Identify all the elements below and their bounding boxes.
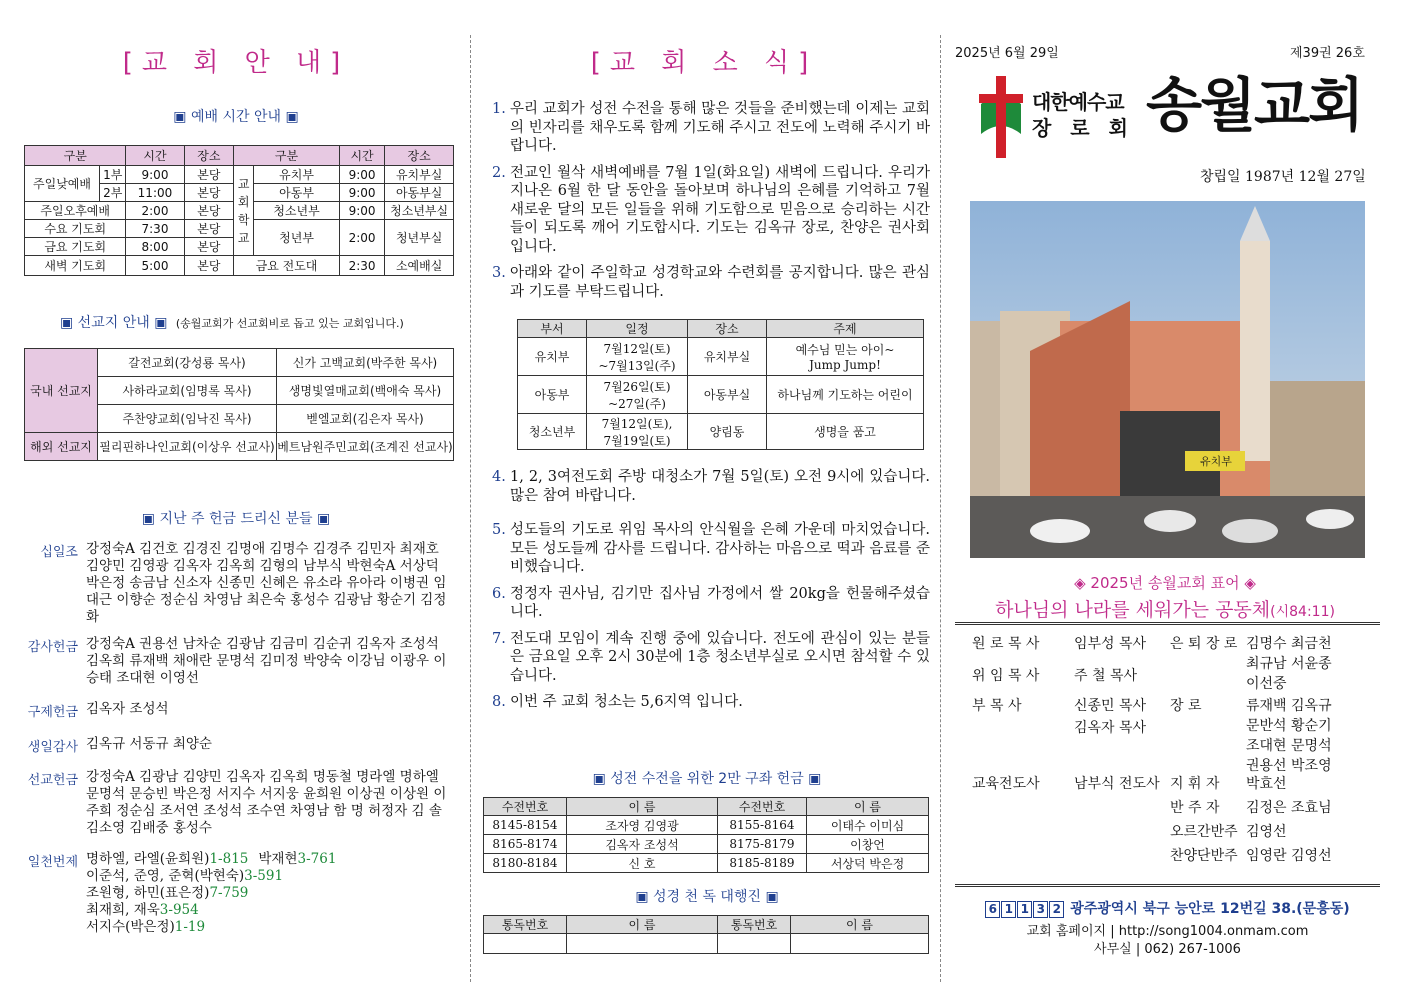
divider-line	[955, 884, 1380, 887]
office-phone: 사무실 | 062) 267-1006	[1094, 942, 1241, 957]
news-text: 1, 2, 3여전도회 주방 대청소가 7월 5일(토) 오전 9시에 있습니다. 많은 참여 바랍니다.	[510, 469, 930, 504]
staff-role2: 반 주 자	[1170, 800, 1220, 816]
th: 장소	[688, 320, 767, 338]
staff-role2: 장 로	[1170, 698, 1202, 714]
daily-item	[86, 851, 456, 868]
staff-name: 주 철 목사	[1074, 668, 1137, 684]
cell: 주찬양교회(임낙진 목사)	[98, 405, 277, 433]
cell: 11:00	[126, 184, 184, 202]
cell: 유치부	[518, 338, 587, 376]
cell: 이창언	[807, 835, 929, 854]
cell: 주일낮예배	[25, 166, 100, 202]
th: 이 름	[567, 798, 718, 816]
cell: 수요 기도회	[25, 220, 126, 238]
cell: 8:00	[126, 238, 184, 256]
fund-table	[483, 797, 929, 873]
zip-digit: 1	[1017, 901, 1032, 918]
bible-table	[483, 915, 929, 954]
address: 광주광역시 북구 능안로 12번길 38.(문흥동)	[1070, 901, 1350, 917]
offering-names: 강정숙A 김건호 김경진 김명애 김명수 김경주 김민자 최재호 김양민 김영광 김옥자 김옥희 김형의 남부식 박현숙A 서상덕 박은정 송금남 신소자 신종민 신혜은 유소라 유아라 이병권 임대근 이향순 정순심 차영남 최은숙 홍성수 김광남 황순기 김정화	[86, 541, 447, 625]
cross-logo-icon	[975, 74, 1027, 160]
daily-number: 3-954	[159, 902, 199, 918]
yuchibu-sign: 유치부	[1200, 455, 1232, 468]
staff-name2: 조대현 문명석	[1246, 738, 1332, 754]
cell: 8145-8154	[484, 816, 567, 835]
motto-ref: (시84:11)	[1270, 604, 1335, 620]
date-line: 7월12일(토)	[603, 341, 671, 356]
offering-row	[22, 769, 456, 837]
news-number: 2.	[492, 164, 506, 181]
staff-row	[972, 798, 1372, 822]
cell: 5:00	[126, 256, 184, 276]
news-item	[492, 585, 930, 622]
th: 부서	[518, 320, 587, 338]
cell: 본당	[184, 256, 234, 276]
th: 통독번호	[718, 916, 791, 934]
mission-table	[24, 348, 454, 461]
offering-row	[22, 636, 456, 687]
staff-name2: 이선중	[1246, 676, 1287, 692]
th: 구분	[234, 146, 340, 166]
cell: 소예배실	[385, 256, 454, 276]
staff-name2: 박효선	[1246, 776, 1287, 792]
cell	[718, 934, 791, 954]
offering-row	[22, 736, 456, 755]
staff-name: 신종민 목사	[1074, 698, 1147, 714]
news-number: 3.	[492, 265, 506, 281]
cell: 아동부	[518, 376, 587, 414]
cell: 이태수 이미심	[807, 816, 929, 835]
news-item	[492, 264, 930, 301]
cell: 8175-8179	[718, 835, 807, 854]
zip-digit: 6	[985, 901, 1000, 918]
denomination-1: 대한예수교	[1032, 90, 1124, 114]
daily-names: 명하엘, 라엘(윤희원)	[86, 851, 210, 867]
cell: 8180-8184	[484, 854, 567, 873]
founded-date: 창립일 1987년 12월 27일	[1200, 169, 1366, 185]
camp-table	[517, 319, 924, 450]
news-text: 이번 주 교회 청소는 5,6지역 입니다.	[510, 694, 743, 710]
daily-list	[86, 851, 456, 936]
offering-list	[22, 541, 456, 936]
cell: 8185-8189	[718, 854, 807, 873]
th: 이 름	[567, 916, 718, 934]
th: 시간	[339, 146, 384, 166]
motto-title: ◈ 2025년 송월교회 표어 ◈	[1074, 574, 1256, 592]
issue-number: 제39권 26호	[1290, 46, 1365, 61]
cell: 청소년부실	[385, 202, 454, 220]
cell: 본당	[184, 184, 234, 202]
cell	[767, 338, 924, 376]
cell: 7:30	[126, 220, 184, 238]
staff-name2: 최규남 서윤종	[1246, 656, 1332, 672]
news-list	[492, 100, 930, 305]
news-item	[492, 468, 930, 505]
cell	[567, 934, 718, 954]
offering-names: 강정숙A 권용선 남차순 김광남 김금미 김순귀 김옥자 조성석 김옥희 류재백 채애란 문명석 김미정 박양숙 이강님 이광우 이승태 조대현 이영선	[86, 636, 447, 686]
cell: 신 호	[567, 854, 718, 873]
date-line: ~7월13일(주)	[598, 358, 676, 373]
offering-names: 김옥규 서동규 최양순	[86, 736, 212, 752]
daily-number: 1-815	[209, 851, 249, 867]
cell: 갈전교회(강성룡 목사)	[98, 349, 277, 377]
cell: 새벽 기도회	[25, 256, 126, 276]
staff-role: 원 로 목 사	[972, 636, 1040, 652]
daily-number: 3-761	[297, 851, 337, 867]
cell: 금요 기도회	[25, 238, 126, 256]
issue-date: 2025년 6월 29일	[955, 46, 1059, 61]
column-divider	[470, 35, 471, 982]
offering-row	[22, 701, 456, 720]
cell	[484, 934, 567, 954]
daily-item	[86, 885, 456, 902]
staff-list	[972, 634, 1372, 870]
cell: 9:00	[339, 184, 384, 202]
offering-label: 구제헌금	[27, 705, 78, 720]
staff-name2: 류재백 김옥규	[1246, 698, 1332, 714]
staff-role2: 오르간반주	[1170, 824, 1238, 840]
mission-title: ▣ 선교지 안내 ▣	[60, 315, 168, 331]
cell: 9:00	[126, 166, 184, 184]
zip-digit: 1	[1001, 901, 1016, 918]
mission-note: (송월교회가 선교회비로 돕고 있는 교회입니다.)	[175, 317, 404, 330]
cell: 2:00	[339, 220, 384, 256]
offering-title: ▣ 지난 주 헌금 드리신 분들 ▣	[141, 511, 331, 527]
cell: 본당	[184, 166, 234, 184]
cell	[587, 338, 688, 376]
news-item	[492, 693, 930, 712]
staff-row	[972, 846, 1372, 870]
cell: 국내 선교지	[25, 349, 98, 433]
daily-names: 이준석, 준영, 준혁(박현숙)	[86, 868, 245, 884]
cell: 신가 고백교회(박주한 목사)	[277, 349, 454, 377]
th: 장소	[184, 146, 234, 166]
staff-name2: 김명수 최금천	[1246, 636, 1332, 652]
cell: 9:00	[339, 166, 384, 184]
th: 이 름	[791, 916, 929, 934]
cell: 청소년부	[254, 202, 340, 220]
cell: 사하라교회(임명록 목사)	[98, 377, 277, 405]
divider-line	[955, 622, 1380, 625]
staff-role2: 은 퇴 장 로	[1170, 636, 1238, 652]
cell: 청년부	[254, 220, 340, 256]
motto	[955, 595, 1375, 622]
news-list-2	[492, 468, 930, 712]
zip-digit: 3	[1033, 901, 1048, 918]
cell: 벧엘교회(김은자 목사)	[277, 405, 454, 433]
theme-line: 예수님 믿는 아이~	[795, 343, 895, 357]
staff-row	[972, 774, 1372, 798]
th: 구분	[25, 146, 126, 166]
th: 통독번호	[484, 916, 567, 934]
th: 주제	[767, 320, 924, 338]
offering-label: 일천번제	[27, 855, 78, 870]
bible-title: ▣ 성경 천 독 대행진 ▣	[635, 889, 779, 905]
denomination-2: 장 로 회	[1032, 116, 1134, 140]
cell	[587, 414, 688, 450]
date-line: ~27일(주)	[608, 396, 666, 411]
news-text: 전도대 모임이 계속 진행 중에 있습니다. 전도에 관심이 있는 분들은 금요일 오후 2시 30분에 1층 청소년부실로 오시면 참석할 수 있습니다.	[510, 630, 930, 684]
cell: 본당	[184, 220, 234, 238]
offering-label: 생일감사	[27, 740, 78, 755]
cell	[587, 376, 688, 414]
news-text: 성도들의 기도로 위임 목사의 안식월을 은혜 가운데 마치었습니다. 모든 성도들께 감사를 드립니다. 감사하는 마음으로 떡과 음료를 준비했습니다.	[510, 522, 930, 575]
staff-role: 부 목 사	[972, 698, 1022, 714]
offering-row	[22, 851, 456, 936]
homepage[interactable]: 교회 홈페이지 | http://song1004.onmam.com	[1026, 924, 1309, 939]
motto-text: 하나님의 나라를 세워가는 공동체	[995, 599, 1271, 621]
cell: 생명을 품고	[767, 414, 924, 450]
news-text: 전교인 월삭 새벽예배를 7월 1일(화요일) 새벽에 드립니다. 우리가 지나온 6월 한 달 동안을 돌아보며 하나님의 은혜를 기억하고 7월 새로운 달의 모든 일들을 위해 기도함으로 믿음으로 승리하는 시간들이 되도록 깨어 기도합시다. 기도는 김옥규 장로, 찬양은 권사회입니다.	[510, 164, 930, 255]
address-line	[955, 898, 1380, 918]
cell: 2:00	[126, 202, 184, 220]
staff-name2: 문반석 황순기	[1246, 718, 1332, 734]
cell: 아동부실	[385, 184, 454, 202]
cell: 해외 선교지	[25, 433, 98, 461]
cell: 1부	[100, 166, 126, 184]
daily-number: 1-19	[174, 919, 206, 935]
zip-code	[985, 901, 1065, 917]
th: 일정	[587, 320, 688, 338]
cell: 8165-8174	[484, 835, 567, 854]
offering-row	[22, 541, 456, 626]
news-item	[492, 630, 930, 686]
theme-line: Jump Jump!	[809, 358, 881, 372]
staff-name: 남부식 전도사	[1074, 776, 1160, 792]
staff-name: 임부성 목사	[1074, 636, 1147, 652]
news-text: 우리 교회가 성전 수전을 통해 많은 것들을 준비했는데 이제는 교회의 빈자리를 채우도록 함께 기도해 주시고 전도에 노력해 주시기 바랍니다.	[510, 101, 930, 154]
news-number: 1.	[492, 101, 506, 117]
cell: 아동부	[254, 184, 340, 202]
news-number: 7.	[492, 630, 506, 647]
column-divider	[940, 35, 941, 982]
cell: 하나님께 기도하는 어린이	[767, 376, 924, 414]
th: 수전번호	[484, 798, 567, 816]
mission-heading	[60, 312, 460, 332]
cell: 조자영 김영광	[567, 816, 718, 835]
date-line: 7월19일(토)	[603, 433, 671, 448]
staff-role2: 찬양단반주	[1170, 848, 1238, 864]
th: 장소	[385, 146, 454, 166]
th: 이 름	[807, 798, 929, 816]
staff-role: 위 임 목 사	[972, 668, 1040, 684]
staff-name: 김옥자 목사	[1074, 720, 1147, 736]
staff-names2	[1246, 634, 1372, 692]
cell: 2부	[100, 184, 126, 202]
cell: 본당	[184, 238, 234, 256]
daily-item	[86, 919, 456, 936]
date-line: 7월26일(토)	[603, 379, 671, 394]
cell: 유치부실	[688, 338, 767, 376]
worship-title: ▣ 예배 시간 안내 ▣	[173, 109, 299, 125]
cell	[791, 934, 929, 954]
staff-name2: 권용선 박조영	[1246, 758, 1332, 774]
daily-item	[86, 868, 456, 885]
cell: 9:00	[339, 202, 384, 220]
offering-names: 강정숙A 김광남 김양민 김옥자 김옥희 명동철 명라엘 명하엘 문명석 문승빈 박은정 서지수 서지웅 윤희원 이상권 이상원 이주희 정순심 조서연 조성석 조수연 차영남 함 명 허정자 김 솔 김소영 김배중 홍성수	[86, 769, 447, 836]
staff-role	[972, 718, 1074, 738]
cell-text: 교회학교	[237, 176, 250, 245]
cell: 베트남원주민교회(조계진 선교사)	[277, 433, 454, 461]
staff-names2	[1246, 696, 1372, 774]
cell: 금요 전도대	[234, 256, 340, 276]
zip-digit: 2	[1049, 901, 1064, 918]
staff-name2: 임영란 김영선	[1246, 848, 1332, 864]
cell: 양림동	[688, 414, 767, 450]
staff-role: 교육전도사	[972, 776, 1040, 792]
worship-table	[24, 145, 454, 276]
cell: 서상덕 박은정	[807, 854, 929, 873]
fund-title: ▣ 성전 수전을 위한 2만 구좌 헌금 ▣	[592, 771, 822, 787]
news-number: 5.	[492, 522, 506, 538]
cell: 주일오후예배	[25, 202, 126, 220]
date-line: 7월12일(토),	[601, 416, 673, 431]
church-name: 송월교회	[1146, 71, 1363, 139]
staff-name2: 김영선	[1246, 824, 1287, 840]
news-item	[492, 100, 930, 156]
offering-label: 선교헌금	[27, 773, 78, 788]
daily-number: 3-591	[244, 868, 284, 884]
offering-label: 십일조	[40, 545, 78, 560]
daily-names: 조원형, 하민(표은정)	[86, 885, 210, 901]
news-number: 8.	[492, 694, 506, 710]
daily-number: 7-759	[209, 885, 249, 901]
cell: 필리핀하나인교회(이상우 선교사)	[98, 433, 277, 461]
cell: 8155-8164	[718, 816, 807, 835]
daily-names: 최재희, 재욱	[86, 902, 160, 918]
staff-row	[972, 822, 1372, 846]
daily-names: 박재현	[258, 851, 298, 867]
news-item	[492, 164, 930, 257]
cell: 유치부	[254, 166, 340, 184]
cell: 청소년부	[518, 414, 587, 450]
cell: 생명빛열매교회(백애숙 목사)	[277, 377, 454, 405]
cell: 본당	[184, 202, 234, 220]
offering-names: 김옥자 조성석	[86, 701, 169, 717]
news-number: 6.	[492, 585, 506, 602]
news-number: 4.	[492, 469, 506, 485]
th: 시간	[126, 146, 184, 166]
daily-item	[86, 902, 456, 919]
staff-name2: 김정은 조효님	[1246, 800, 1332, 816]
cell: 청년부실	[385, 220, 454, 256]
offering-label: 감사헌금	[27, 640, 78, 655]
news-text: 정정자 권사님, 김기만 집사님 가정에서 쌀 20kg을 헌물해주셨습니다.	[510, 585, 930, 620]
cell: 김옥자 조성석	[567, 835, 718, 854]
left-title: [교 회 안 내]	[122, 48, 350, 78]
news-text: 아래와 같이 주일학교 성경학교와 수련회를 공지합니다. 많은 관심과 기도를 부탁드립니다.	[510, 265, 930, 300]
daily-names: 서지수(박은정)	[86, 919, 175, 935]
middle-title: [교 회 소 식]	[590, 48, 818, 78]
cell: 아동부실	[688, 376, 767, 414]
cell: 2:30	[339, 256, 384, 276]
school-cell	[234, 166, 254, 256]
staff-role2: 지 휘 자	[1170, 776, 1220, 792]
church-building-photo	[970, 201, 1365, 558]
cell: 유치부실	[385, 166, 454, 184]
news-item	[492, 521, 930, 577]
th: 수전번호	[718, 798, 807, 816]
